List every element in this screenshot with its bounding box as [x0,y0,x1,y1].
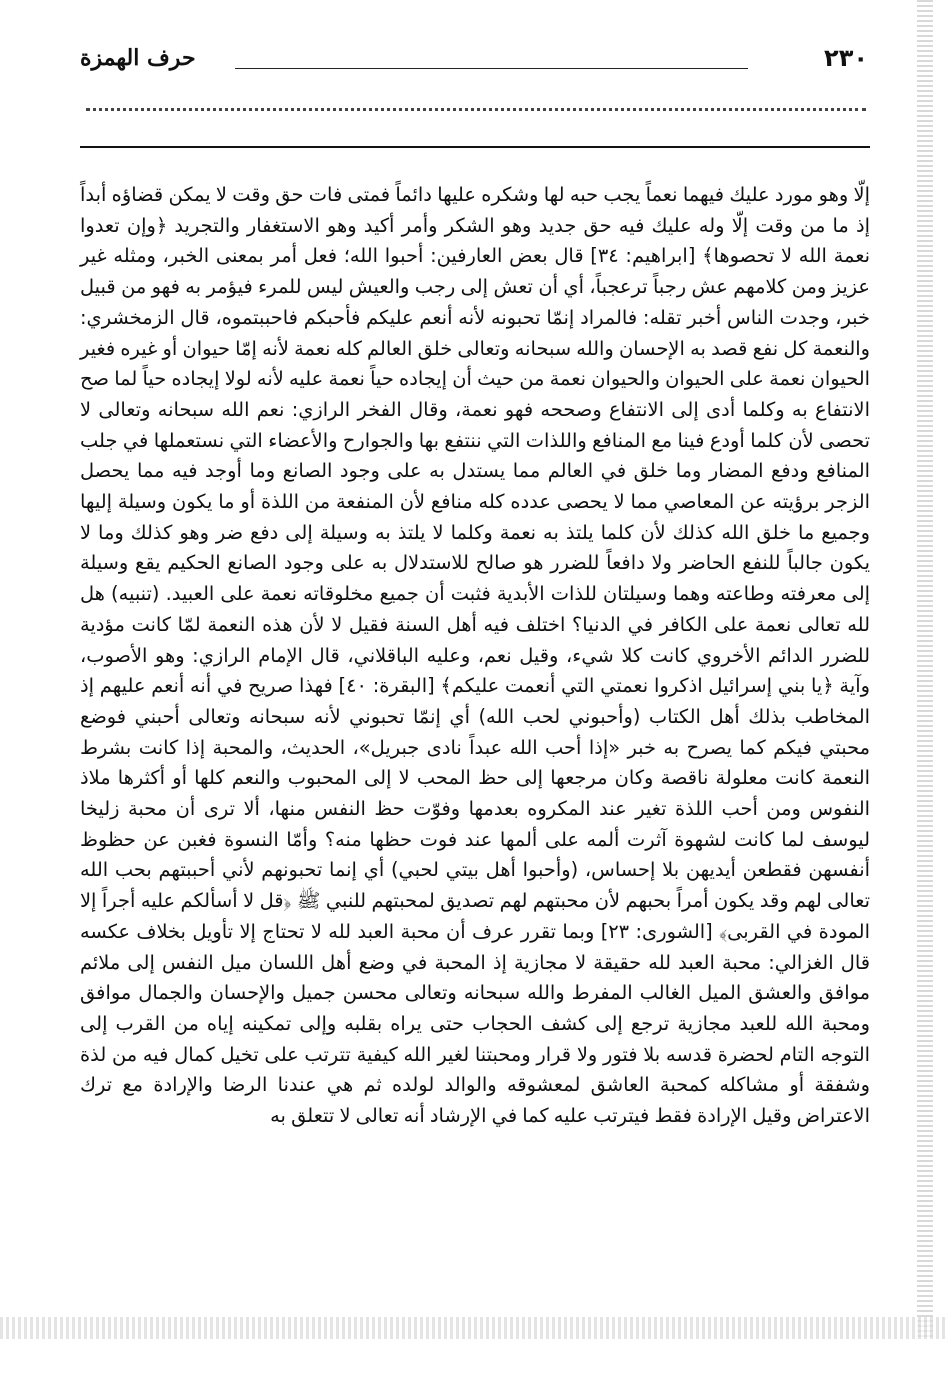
page-edge-right [917,0,933,1340]
chapter-title: حرف الهمزة [80,45,196,71]
header-rule [235,68,748,69]
dotted-separator [86,108,866,121]
main-text [80,180,870,1132]
page-number: ٢٣٠ [824,44,868,72]
body-paragraph: إلّا وهو مورد عليك فيهما نعماً يجب حبه لها وشكره عليها دائماً فمتى فات حق وقت لا يمكن قضاؤه أبداً إذ ما من وقت إلّا وله عليك فيه حق جديد وهو الشكر وأمر أكيد وهو الاستغفار والتجريد ﴿وإن تعدوا نعمة الله لا تحصوها﴾ [ابراهيم: ٣٤] قال بعض العارفين: أحبوا الله؛ فعل أمر بمعنى الخبر، ومثله غير عزيز ومن كلامهم عش رجباً ترعجباً، أي أن تعش إلى رجب والعيش ليس للمرء فيؤمر به فهو من قبيل خبر، وجدت الناس أخبر تقله: فالمراد إنمّا تحبونه لأنه أنعم عليكم فأحبكم فاحببتموه، قال الزمخشري: والنعمة كل نفع قصد به الإحسان والله سبحانه وتعالى خلق العالم كله نعمة لأنه إمّا حيوان أو غيره فغير الحيوان نعمة على الحيوان والحيوان نعمة من حيث أن إيجاده حياً نعمة عليه لأنه لولا إيجاده حياً لما صح الانتفاع به وكلما أدى إلى الانتفاع وصححه فهو نعمة، وقال الفخر الرازي: نعم الله سبحانه وتعالى لا تحصى لأن كلما أودع فينا مع المنافع واللذات التي ننتفع بها والجوارح والأعضاء التي نستعملها في جلب المنافع ودفع المضار وما خلق في العالم مما يستدل به على وجود الصانع وما أوجد فيه مما يحصل الزجر برؤيته عن المعاصي مما لا يحصى عدده كله منافع لأن المنفعة من اللذة أو ما يكون وسيلة إليها وجميع ما خلق الله كذلك لأن كلما يلتذ به نعمة وكلما لا يلتذ به وسيلة إلى دفع ضر وهو كذلك وما لا يكون جالباً للنفع الحاضر ولا دافعاً للضرر هو صالح للاستدلال به على وجود الصانع الحكيم يقع وسيلة إلى معرفته وطاعته وهما وسيلتان للذات الأبدية فثبت أن جميع مخلوقاته نعمة على العبيد. (تنبيه) هل لله تعالى نعمة على الكافر في الدنيا؟ اختلف فيه أهل السنة فقيل لا لأن هذه النعمة لمّا كانت مؤدية للضرر الدائم الأخروي كانت كلا شيء، وقيل نعم، وعليه الباقلاني، قال الإمام الرازي: وهو الأصوب، وآية ﴿يا بني إسرائيل اذكروا نعمتي التي أنعمت عليكم﴾ [البقرة: ٤٠] فهذا صريح في أنه أنعم عليهم إذ المخاطب بذلك أهل الكتاب (وأحبوني لحب الله) أي إنمّا تحبوني لأنه سبحانه وتعالى أحبني فوضع محبتي فيكم كما يصرح به خبر «إذا أحب الله عبداً نادى جبريل»، الحديث، والمحبة إذا كانت بشرط النعمة كانت معلولة ناقصة وكان مرجعها إلى حظ المحب لا إلى المحبوب والنعم كلها أو أكثرها ملاذ النفوس ومن أحب اللذة تغير عند المكروه بعدمها وفوّت حظ النفس منها، ألا ترى أن محبة زليخا ليوسف لما كانت لشهوة آثرت ألمه على ألمها عند فوت حظها منه؟ وأمّا النسوة فغبن عن حظوظ أنفسهن فقطعن أيديهن بلا إحساس، (وأحبوا أهل بيتي لحبي) أي إنما تحبونهم لأني أحببتهم بحب الله تعالى لهم وقد يكون أمراً بحبهم لأن محبتهم لهم تصديق لمحبتهم للنبي ﷺ ﴿قل لا أسألكم عليه أجراً إلا المودة في القربى﴾ [الشورى: ٢٣] وبما تقرر عرف أن محبة العبد لله لا تحتاج إلا تأويل بخلاف عكسه قال الغزالي: محبة العبد لله حقيقة لا مجازية إذ المحبة في وضع أهل اللسان ميل النفس إلى ملائم موافق والعشق الميل الغالب المفرط والله سبحانه وتعالى محسن جميل والإحسان والجمال موافق ومحبة الله للعبد مجازية ترجع إلى كشف الحجاب حتى يراه بقلبه وإلى تمكينه إياه من القرب إلى التوجه التام لحضرة قدسه بلا فتور ولا قرار ومحبتنا لغير الله كيفية تترتب على تخيل كمال فيه من لذة وشفقة أو مشاكله كمحبة العاشق لمعشوقه والوالد لولده ثم هي عندنا الرضا والإرادة مع ترك الاعتراض وقيل الإرادة فقط فيترتب عليه كما في الإرشاد أنه تعالى لا تتعلق به [80,183,870,1128]
page-edge-bottom [0,1317,947,1339]
content-separator [80,146,870,148]
page-header [80,38,868,78]
